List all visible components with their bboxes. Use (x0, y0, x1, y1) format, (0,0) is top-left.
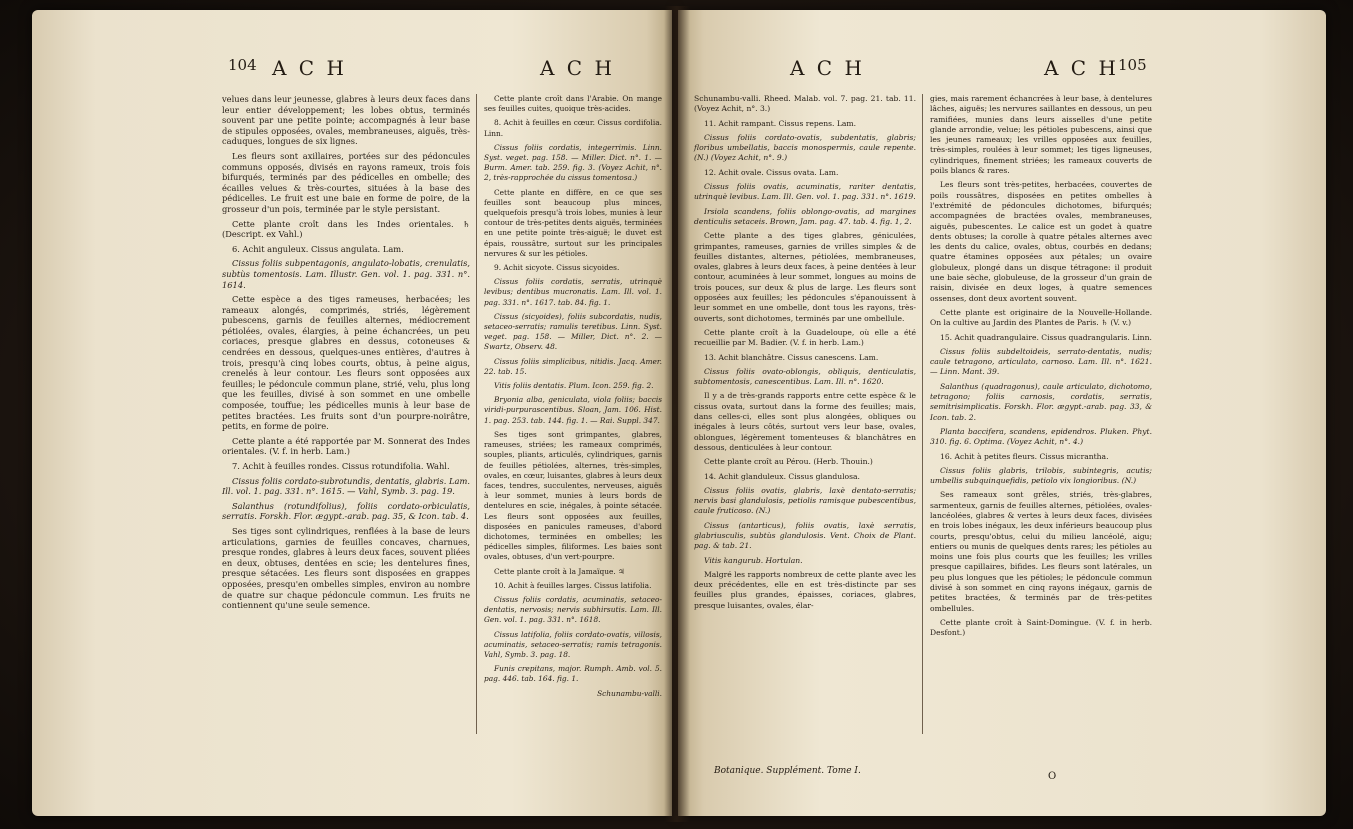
paragraph: Cissus (sicyoides), foliis subcordatis, nudis, setaceo-serratis; ramulis teretibus. Linn. Syst. veget. pag. 158. — Miller, Dict. n°. 2. — Swartz, Observ. 48. (484, 311, 662, 352)
paragraph: 15. Achit quadrangulaire. Cissus quadrangularis. Linn. (940, 332, 1152, 342)
running-head-right: A C H (540, 56, 615, 80)
paragraph: Cissus foliis subpentagonis, angulato-lobatis, crenulatis, subtùs tomentosis. Lam. Illustr. Gen. vol. 1. pag. 331. n°. 1614. (222, 258, 470, 290)
page-footer: Botanique. Supplément. Tome I. (714, 766, 861, 776)
paragraph: 9. Achit sicyote. Cissus sicyoides. (494, 263, 620, 273)
signature-mark: O (1048, 771, 1057, 782)
page-number: 105 (1118, 56, 1147, 74)
paragraph: 12. Achit ovale. Cissus ovata. Lam. (704, 167, 839, 177)
paragraph: Les fleurs sont axillaires, portées sur des pédoncules communs opposés, divisés en rayons rameux, trois fois bifurqués, terminés par des pédicelles en ombelle; des écailles velues & très-courtes, situées à la base des pédicelles. Le fruit est une baie en forme de poire, de la grosseur d'un pois, terminée par le style persistant. (222, 150, 470, 214)
left-page-header (32, 56, 672, 82)
paragraph: Cissus foliis cordatis, integerrimis. Linn. Syst. veget. pag. 158. — Miller. Dict. n°. 1. — Burm. Amer. tab. 259. fig. 3. (Voyez Achit, n°. 2, très-rapprochée du cissus tomentosa.) (484, 142, 662, 183)
paragraph: Cette espèce a des tiges rameuses, herbacées; les rameaux alongés, comprimés, striés, légèrement pubescens, garnis de feuilles alternes, médiocrement pétiolées, ovales, élargies, à peine échancrées, un peu coriaces, presque glabres en dessus, cotoneuses & cendrées en dessous, quelques-unes entières, d'autres à trois, presqu'à cinq lobes courts, obtus, à peine aigus, crenelés à leur contour. Les fleurs sont opposées aux feuilles; le pédoncule commun plane, strié, velu, plus long que les feuilles, divisé à son sommet en une ombelle composée, touffue; les pédicelles munis à leur base de petites bractées. Les fruits sont d'un pourpre-noirâtre, petits, en forme de poire. (222, 294, 470, 432)
paragraph: Ses tiges sont cylindriques, renflées à la base de leurs articulations, garnies de feuilles concaves, charnues, presque rondes, glabres à leurs deux faces, souvent pliées en deux, obtuses, dentées en scie; les dentelures fines, presque sétacées. Les fleurs sont disposées en grappes opposées, presqu'en ombelles simples, environ au nombre de quatre sur chaque pédoncule commun. Les fruits ne contiennent qu'une seule semence. (222, 525, 470, 611)
paragraph: velues dans leur jeunesse, glabres à leurs deux faces dans leur entier développement; les lobes obtus, terminés souvent par une petite pointe; accompagnés à leur base de stipules opposées, ovales, membraneuses, aiguës, très-caduques, longues de six lignes. (222, 94, 470, 147)
page-number: 104 (228, 56, 257, 74)
right-page (678, 10, 1326, 816)
paragraph: Cissus foliis subdeltoideis, serrato-dentatis, nudis; caule tetragono, articulato, carnoso. Lam. Ill. n°. 1621. — Linn. Mant. 39. (930, 346, 1152, 377)
paragraph: Vitis foliis dentatis. Plum. Icon. 259. fig. 2. (494, 381, 654, 391)
paragraph: Funis crepitans, major. Rumph. Amb. vol. 5. pag. 446. tab. 164. fig. 1. (484, 664, 662, 684)
paragraph: Cissus foliis cordato-ovatis, subdentatis, glabris; floribus umbellatis, baccis monospermis, caule repente. (N.) (Voyez Achit, n°. 9.) (694, 132, 916, 163)
paragraph: 10. Achit à feuilles larges. Cissus latifolia. (494, 580, 652, 590)
paragraph: Irsiola scandens, foliis oblongo-ovatis, ad margines denticulis setaceis. Brown, Jam. pag. 47. tab. 4. fig. 1, 2. (694, 206, 916, 226)
paragraph: Cette plante croît dans les Indes orientales. ♄ (Descript. ex Vahl.) (222, 218, 470, 240)
paragraph: Vitis kangurub. Hortulan. (704, 555, 803, 565)
paragraph: 14. Achit glanduleux. Cissus glandulosa. (704, 471, 860, 481)
book-gutter (664, 6, 690, 822)
paragraph: Cette plante a été rapportée par M. Sonnerat des Indes orientales. (V. f. in herb. Lam.) (222, 435, 470, 457)
paragraph: Cette plante croît à Saint-Domingue. (V. f. in herb. Desfont.) (930, 617, 1152, 638)
paragraph: Cette plante a des tiges glabres, géniculées, grimpantes, rameuses, garnies de vrilles simples & de feuilles distantes, alternes, pétiolées, membraneuses, ovales, glabres à leurs deux faces, à peine dentées à leur contour, acuminées à leur sommet, longues au moins de trois pouces, sur deux & plus de large. Les fleurs sont opposées aux feuilles; les pédoncules s'épanouissent à leur sommet en une ombelle, dont tous les rayons, très-ouverts, sont dichotomes, terminés par une ombellule. (694, 231, 916, 323)
paragraph: Cissus foliis cordato-subrotundis, dentatis, glabris. Lam. Ill. vol. 1. pag. 331. n°. 1615. — Vahl, Symb. 3. pag. 19. (222, 475, 470, 497)
paragraph: Cissus foliis glabris, trilobis, subintegris, acutis; umbellis subquinquefidis, petiolo vix longioribus. (N.) (930, 465, 1152, 486)
paragraph: Cette plante croît à la Guadeloupe, où elle a été recueillie par M. Badier. (V. f. in herb. Lam.) (694, 327, 916, 348)
paragraph: Cissus (antarticus), foliis ovatis, laxè serratis, glabriusculis, subtùs glandulosis. Vent. Choix de Plant. pag. & tab. 21. (694, 520, 916, 551)
paragraph: 7. Achit à feuilles rondes. Cissus rotundifolia. Wahl. (232, 461, 450, 471)
paragraph: Cette plante en diffère, en ce que ses feuilles sont beaucoup plus minces, quelquefois presqu'à trois lobes, munies à leur contour de très-petites dents aiguës, terminées en une petite pointe très-aiguë; le duvet est épais, roussâtre, surtout sur les principales nervures & sur les pétioles. (484, 187, 662, 258)
paragraph: Planta baccifera, scandens, epidendros. Pluken. Phyt. 310. fig. 6. Optima. (Voyez Achit, n°. 4.) (930, 426, 1152, 447)
paragraph: Schunambu-valli. Rheed. Malab. vol. 7. pag. 21. tab. 11. (Voyez Achit, n°. 3.) (694, 94, 916, 114)
paragraph: 6. Achit anguleux. Cissus angulata. Lam. (232, 243, 404, 254)
paragraph: Cette plante croît dans l'Arabie. On mange ses feuilles cuites, quoique très-acides. (484, 94, 662, 114)
paragraph: Ses rameaux sont grêles, striés, très-glabres, sarmenteux, garnis de feuilles alternes, pétiolées, ovales-lancéolées, glabres & vertes à leurs deux faces, divisées en trois lobes inégaux, les deux inférieurs beaucoup plus courts, presqu'obtus, celui du milieu lancéolé, aigu; entiers ou munis de quelques dents rares; les pétioles au moins une fois plus courts que les feuilles; les vrilles presque capillaires, bifides. Les fleurs sont latérales, un peu plus longues que les pétioles; le pédoncule commun divisé à son sommet en cinq rayons inégaux, garnis de petites bractées, & terminés par de très-petites ombellules. (930, 490, 1152, 613)
paragraph: Cissus latifolia, foliis cordato-ovatis, villosis, acuminatis, setaceo-serratis; ramis tetragonis. Vahl, Symb. 3. pag. 18. (484, 629, 662, 659)
paragraph: gies, mais rarement échancrées à leur base, à dentelures lâches, aiguës; les nervures saillantes en dessous, un peu ramifiées, munies dans leurs aisselles d'une petite glande arrondie, velue; les pétioles pubescens, ainsi que les jeunes rameaux; les vrilles opposées aux feuilles, très-simples, roulées à leur sommet; les tiges ligneuses, cylindriques, finement striées; les rameaux couverts de poils blancs & rares. (930, 94, 1152, 176)
paragraph: Cette plante croît à la Jamaïque. ♃ (494, 566, 625, 576)
paragraph: Malgré les rapports nombreux de cette plante avec les deux précédentes, elle en est très-distincte par ses feuilles plus grandes, épaisses, coriaces, glabres, presque luisantes, ovales, élar- (694, 569, 916, 610)
running-head-left: A C H (272, 56, 347, 80)
paragraph: Cissus foliis ovatis, glabris, laxè dentato-serratis; nervis basi glandulosis, petiolis ramisque pubescentibus, caule fruticoso. (N.) (694, 485, 916, 516)
left-page-column-2 (484, 94, 662, 703)
paragraph: 11. Achit rampant. Cissus repens. Lam. (704, 118, 857, 128)
paragraph: Cette plante croît au Pérou. (Herb. Thouin.) (704, 457, 873, 467)
paragraph: Bryonia alba, geniculata, viola foliis; baccis viridi-purpurascentibus. Sloan, Jam. 106. Hist. 1. pag. 253. tab. 144. fig. 1. — Rai. Suppl. 347. (484, 395, 662, 425)
running-head-left: A C H (790, 56, 865, 80)
paragraph: Il y a de très-grands rapports entre cette espèce & le cissus ovata, surtout dans la forme des feuilles; mais, dans celles-ci, elles sont plus alongées, obliques ou inégales à leurs côtés, surtout vers leur base, ovales, oblongues, légèrement tomenteuses & blanchâtres en dessous, denticulées à leur contour. (694, 391, 916, 452)
paragraph: Cissus foliis ovato-oblongis, obliquis, denticulatis, subtomentosis, canescentibus. Lam. Ill. n°. 1620. (694, 366, 916, 387)
right-page-header (678, 56, 1326, 82)
paragraph: Salanthus (rotundifolius), foliis cordato-orbiculatis, serratis. Forskh. Flor. ægypt.-arab. pag. 35, & Icon. tab. 4. (222, 500, 470, 522)
paragraph: Cissus foliis cordatis, serratis, utrinquè levibus; dentibus mucronatis. Lam. Ill. vol. 1. pag. 331. n°. 1617. tab. 84. fig. 1. (484, 277, 662, 307)
paragraph: Salanthus (quadragonus), caule articulato, dichotomo, tetragono; foliis carnosis, cordatis, serratis, semitrisimplicatis. Forskh. Flor. ægypt.-arab. pag. 33, & Icon. tab. 2. (930, 381, 1152, 422)
paragraph: Cissus foliis cordatis, acuminatis, setaceo-dentatis, nervosis; nervis subhirsutis. Lam. Ill. Gen. vol. 1. pag. 331. n°. 1618. (484, 594, 662, 625)
column-rule (476, 94, 477, 734)
right-page-column-1 (694, 94, 916, 615)
paragraph: Cette plante est originaire de la Nouvelle-Hollande. On la cultive au Jardin des Plantes de Paris. ♄ (V. v.) (930, 307, 1152, 328)
column-rule (922, 94, 923, 734)
running-head-right: A C H (1044, 56, 1119, 80)
paragraph: 8. Achit à feuilles en cœur. Cissus cordifolia. Linn. (484, 118, 662, 138)
paragraph: Cissus foliis simplicibus, nitidis. Jacq. Amer. 22. tab. 15. (484, 356, 662, 376)
paragraph: Ses tiges sont grimpantes, glabres, rameuses, striées; les rameaux comprimés, souples, pliants, articulés, cylindriques, garnis de feuilles pétiolées, alternes, très-simples, ovales, en cœur, luisantes, glabres à leurs deux faces, tendres, succulentes, nerveuses, aiguës à leur sommet, munies à leurs bords de dentelures en scie, inégales, à pointe sétacée. Les fleurs sont opposées aux feuilles, disposées en panicules rameuses, d'abord dichotomes, terminées en ombelles; les pédicelles simples, filiformes. Les baies sont ovales, obtuses, d'un vert-pourpre. (484, 429, 662, 562)
paragraph: Les fleurs sont très-petites, herbacées, couvertes de poils roussâtres, disposées en petites ombelles à l'extrémité de pédoncules dichotomes, bifurqués; accompagnées de bractées ovales, membraneuses, aiguës, pubescentes. Le calice est un godet à quatre dents obtuses; la corolle à quatre pétales alternes avec les dents du calice, ovales, obtus, courbés en dedans; quatre étamines opposées aux pétales; un ovaire globuleux, plongé dans un disque tétragone: il produit une baie sèche, globuleuse, de la grosseur d'un grain de raisin, divisée en deux loges, à quatre semences ossenses, dont deux avortent souvent. (930, 180, 1152, 303)
paragraph: 13. Achit blanchâtre. Cissus canescens. Lam. (704, 352, 879, 362)
right-page-column-2 (930, 94, 1152, 643)
catchword: Schunambu-valli. (597, 688, 662, 698)
paragraph: 16. Achit à petites fleurs. Cissus micrantha. (940, 451, 1109, 461)
paragraph: Cissus foliis ovatis, acuminatis, rariter dentatis, utrinquè levibus. Lam. Ill. Gen. vol. 1. pag. 331. n°. 1619. (694, 182, 916, 202)
left-page (32, 10, 672, 816)
left-page-column-1 (222, 94, 470, 615)
